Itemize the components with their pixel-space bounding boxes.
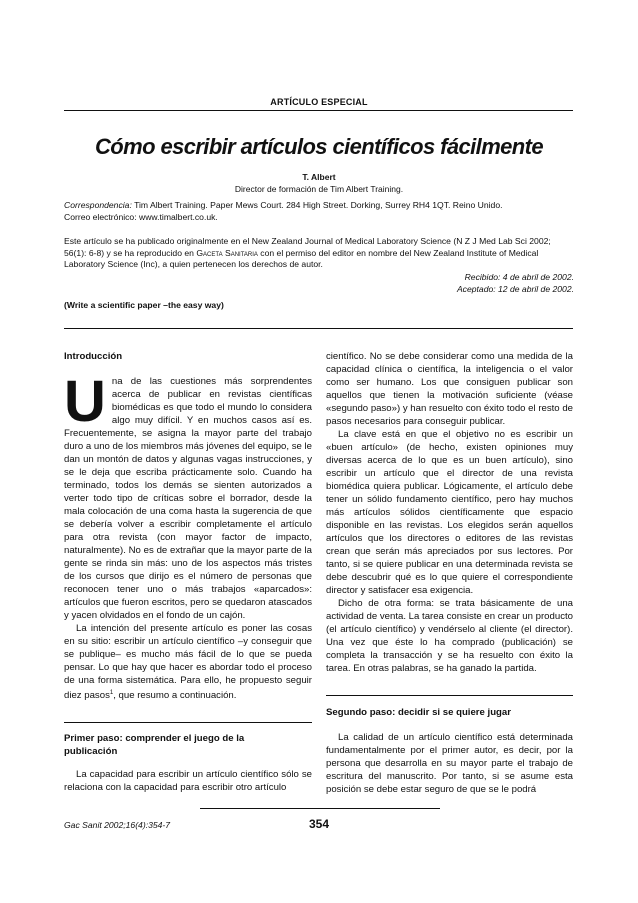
english-title: (Write a scientific paper –the easy way)	[64, 300, 224, 310]
received-date: Recibido: 4 de abril de 2002.	[464, 272, 574, 282]
article-title: Cómo escribir artículos científicos fácilmente	[95, 134, 543, 159]
section-label: ARTÍCULO ESPECIAL	[270, 97, 368, 107]
right-section-rule	[326, 695, 573, 696]
header-rule	[64, 110, 573, 111]
page-number: 354	[308, 817, 330, 831]
right-paragraph-3: Dicho de otra forma: se trata básicamente de una actividad de venta. La tarea consiste en crear un producto (el artículo científico) y vendérselo al cliente (el director). Una vez que éste lo ha comprado (publicación) se completa la transacción y se ha resuelto con éxito la tarea. En otras palabras, se ha ganado la partida.	[326, 598, 573, 674]
step1-heading: Primer paso: comprender el juego de la publicación	[64, 733, 245, 757]
intro-paragraph-2: La intención del presente artículo es poner las cosas en su sitio: escribir un artículo científico –y conseguir que se publique– es mucho más fácil de lo que se pueda pensar. Lo que hay que hacer es abordar todo el proceso de una forma sistemática. Para ello, he propuesto seguir diez pasos	[64, 623, 312, 702]
step1-paragraph: La capacidad para escribir un artículo científico sólo se relaciona con la capacidad para escribir otro artículo	[64, 769, 312, 793]
step1-block	[64, 732, 312, 794]
email-line: Correo electrónico: www.timalbert.co.uk.	[64, 211, 218, 222]
publication-note-text: Este artículo se ha publicado originalmente en el New Zealand Journal of Medical Laboratory Science (N Z J Med Lab Sci 2002; 56(1): 6-8) y se ha reproducido en	[64, 236, 551, 258]
meta-rule	[64, 328, 573, 329]
author-affiliation: Director de formación de Tim Albert Training.	[234, 184, 404, 194]
step2-block	[326, 706, 573, 796]
footer-rule	[200, 808, 440, 809]
author-name: T. Albert	[302, 172, 336, 182]
correspondence-label: Correspondencia:	[64, 200, 132, 210]
correspondence-text: Tim Albert Training. Paper Mews Court. 284 High Street. Dorking, Surrey RH4 1QT. Reino Unido.	[131, 200, 503, 210]
correspondence-block	[64, 200, 574, 223]
intro-paragraph-1: na de las cuestiones más sorprendentes acerca de publicar en revistas científicas biomédicas es que todo el mundo lo considera algo muy difícil. Y en muchos casos así es. Frecuentemente, se asigna la mayor parte del trabajo duro a uno de los miembros más jóvenes del equipo, se le dan un montón de datos y algunas vagas instrucciones, y se le deja que escriba prácticamente solo. Cuando ha terminado, todos los demás se sienten autorizados a verter todo tipo de críticas sobre el borrador, desde la mala colocación de una coma hasta la sugerencia de que se debería volver a escribir completamente el artículo para otra revista (con mayor factor de impacto, naturalmente). No es de extrañar que la mayor parte de la gente se rinda sin más: uno de los aspectos más tristes de los cursos que dirijo es el número de personas que reconocen tener uno o más trabajos «aparcados»: artículos que fueron escritos, pero se quedaron atascados y yacen olvidados en el fondo de un cajón.	[64, 376, 312, 621]
publication-note-text-2: con el permiso del editor en nombre del New Zealand Institute of Medical Laboratory Science (Inc), a quien pertenecen los derechos de autor.	[64, 247, 539, 269]
left-section-rule	[64, 722, 312, 723]
dropcap-letter: U	[64, 369, 106, 434]
intro-paragraph-2-end: , que resumo a continuación.	[113, 690, 237, 702]
right-paragraph-1: científico. No se debe considerar como una medida de la capacidad clínica o científica, la inteligencia o el valor como ser humano. Los que consiguen publicar son aquellos que tienen la motivación suficiente (véase «segundo paso») y han resuelto con éxito todo el resto de pasos necesarios para conseguir publicar.	[326, 351, 573, 427]
footnote-ref: 1	[109, 690, 114, 696]
journal-name: Gaceta Sanitaria	[196, 247, 258, 258]
right-paragraph-2: La clave está en que el objetivo no es escribir un «buen artículo» (de hecho, existen opiniones muy diversas acerca de lo que es un buen artículo), sino escribir un artículo que el director de una revista biomédica quiera publicar. Lógicamente, el artículo debe tener un sólido fundamento científico, pero hay muchos más artículos sólidos científicamente que espacio disponible en las revistas. Los elegidos serán aquellos artículos que los directores o editores de las revistas crean que serán más apreciados por sus lectores. Por tanto, si se quiere publicar en una determinada revista se debe descubrir qué es lo que quiere el correspondiente director y satisfacer esa exigencia.	[326, 429, 573, 596]
step2-paragraph: La calidad de un artículo científico está determinada fundamentalmente por el primer autor, es decir, por la persona que desarrolla en su mayor parte el trabajo de escritura del manuscrito. Por tanto, si se asume esta posición se debe estar seguro de que se le podrá	[326, 732, 573, 795]
accepted-date: Aceptado: 12 de abril de 2002.	[456, 284, 574, 294]
publication-note	[64, 236, 574, 271]
right-column	[326, 350, 573, 675]
step2-heading: Segundo paso: decidir si se quiere jugar	[326, 707, 511, 718]
intro-heading: Introducción	[64, 351, 123, 362]
left-column	[64, 350, 312, 702]
journal-citation: Gac Sanit 2002;16(4):354-7	[64, 820, 171, 830]
